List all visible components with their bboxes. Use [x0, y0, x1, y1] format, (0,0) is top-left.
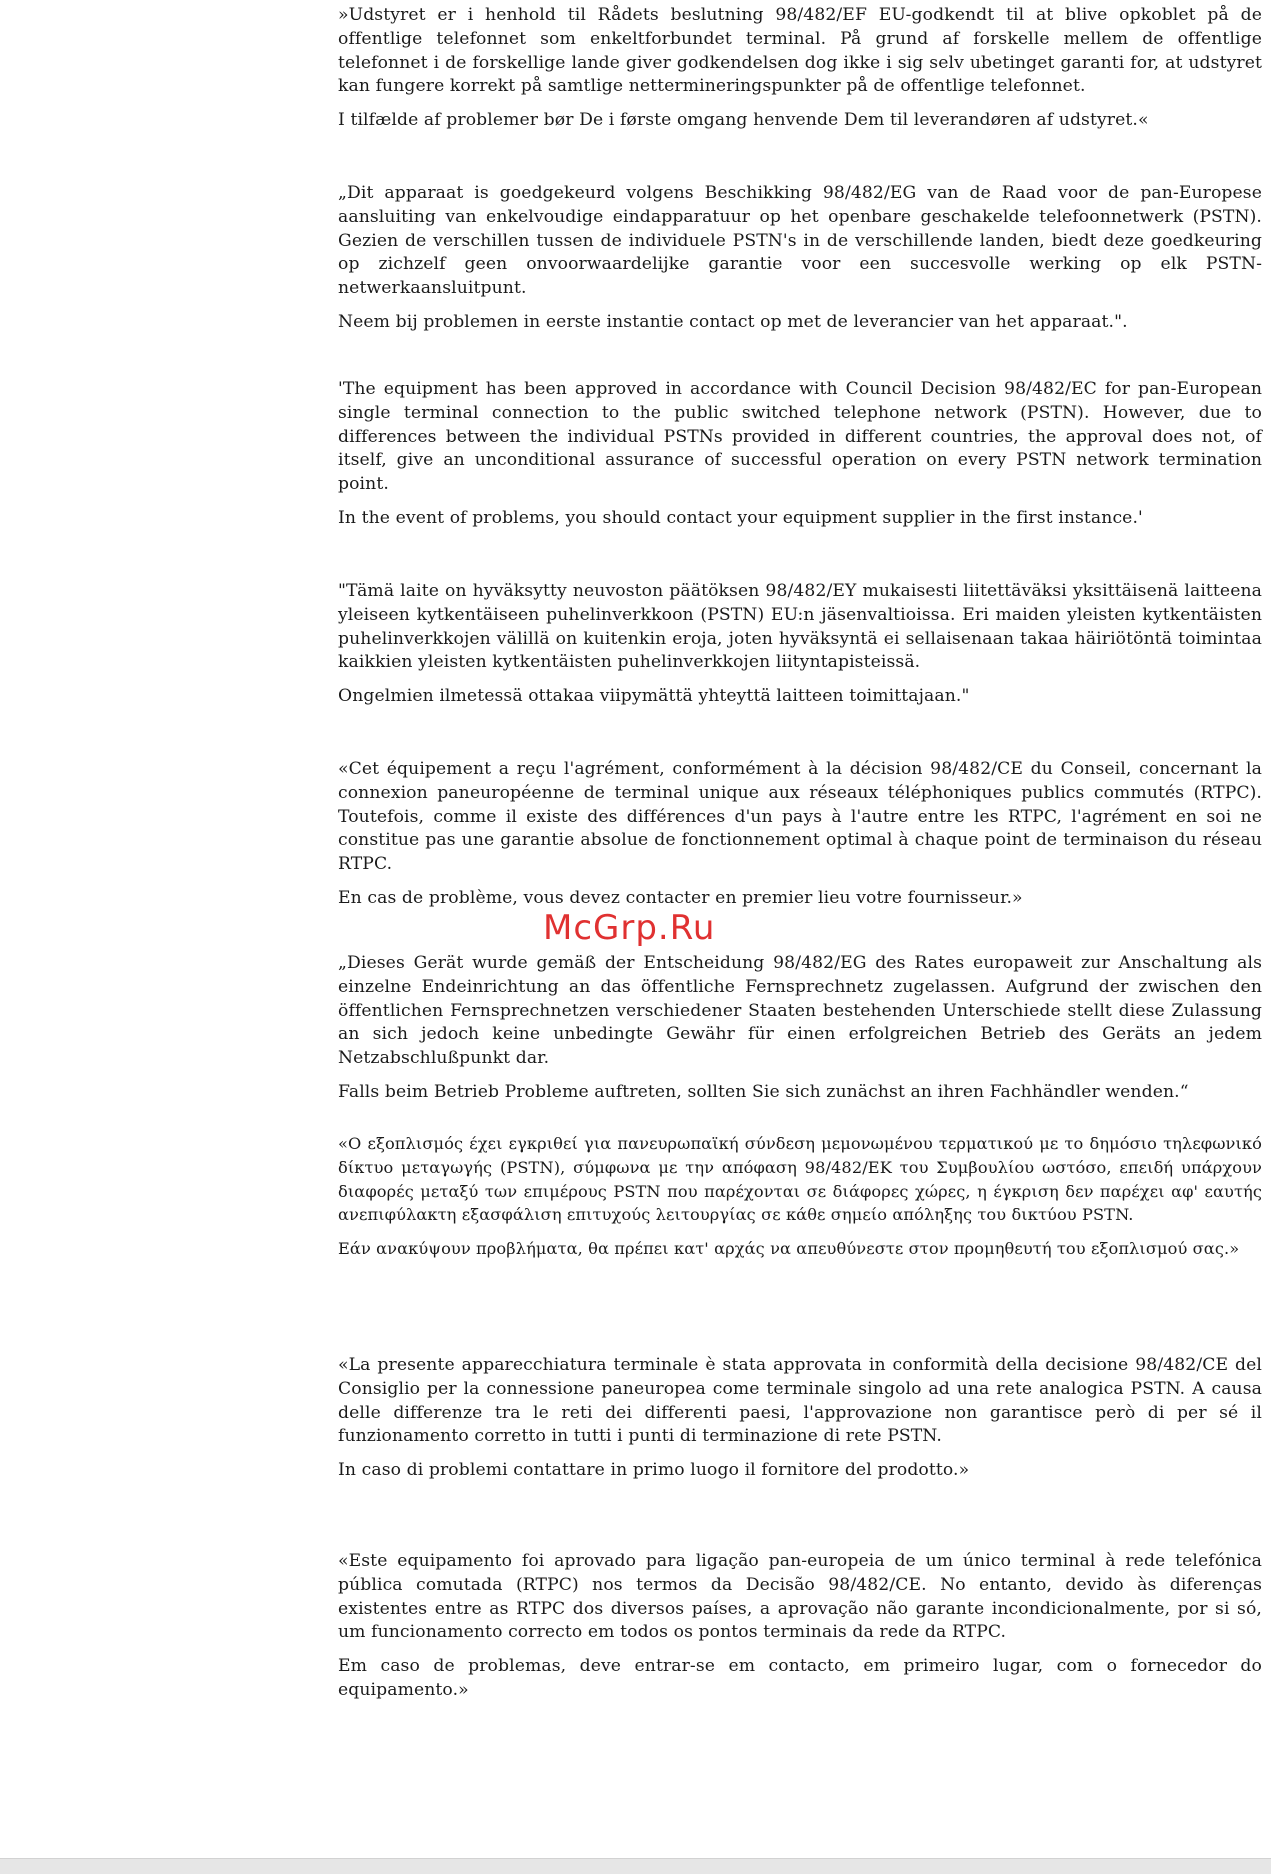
notice-contact-paragraph: Ongelmien ilmetessä ottakaa viipymättä yhteyttä laitteen toimittajaan." — [338, 686, 970, 707]
viewer-bottom-bar — [0, 1858, 1271, 1874]
notice-french — [338, 758, 1262, 921]
watermark-text: McGrp.Ru — [543, 908, 716, 948]
notice-contact-paragraph: Εάν ανακύψουν προβλήματα, θα πρέπει κατ' αρχάς να απευθύνεστε στον προμηθευτή του εξοπλισμού σας.» — [338, 1239, 1240, 1259]
notice-paragraph: „Dit apparaat is goedgekeurd volgens Beschikking 98/482/EG van de Raad voor de pan-Europese aansluiting van enkelvoudige eindapparatuur op het openbare geschakelde telefoonnetwerk (PSTN). Gezien de verschillen tussen de individuele PSTN's in de verschillende landen, biedt deze goedkeuring op zichzelf geen onvoorwaardelijke garantie voor een succesvolle werking op elk PSTN-netwerkaansluitpunt. — [338, 183, 1262, 299]
notice-greek — [338, 1132, 1262, 1271]
notice-contact-paragraph: Falls beim Betrieb Probleme auftreten, sollten Sie sich zunächst an ihren Fachhändler wenden.“ — [338, 1081, 1189, 1102]
notice-paragraph: 'The equipment has been approved in accordance with Council Decision 98/482/EC for pan-European single terminal connection to the public switched telephone network (PSTN). However, due to differences between the individual PSTNs provided in different countries, the approval does not, of itself, give an unconditional assurance of successful operation on every PSTN network termination point. — [338, 379, 1262, 495]
notice-paragraph: «Ο εξοπλισμός έχει εγκριθεί για πανευρωπαϊκή σύνδεση μεμονωμένου τερματικού με το δημόσιο τηλεφωνικό δίκτυο μεταγωγής (PSTN), σύμφωνα με την απόφαση 98/482/ΕΚ του Συμβουλίου ωστόσο, επειδή υπάρχουν διαφορές μεταξύ των επιμέρους PSTN που παρέχονται σε διάφορες χώρες, η έγκριση δεν παρέχει αφ' εαυτής ανεπιφύλακτη εξασφάλιση επιτυχούς λειτουργίας σε κάθε σημείο απόληξης του δικτύου PSTN. — [338, 1134, 1262, 1225]
notice-italian — [338, 1354, 1262, 1493]
notice-paragraph: "Tämä laite on hyväksytty neuvoston päätöksen 98/482/EY mukaisesti liitettäväksi yksittäisenä laitteena yleiseen kytkentäiseen puhelinverkkoon (PSTN) EU:n jäsenvaltioissa. Eri maiden yleisten kytkentäisten puhelinverkkojen välillä on kuitenkin eroja, joten hyväksyntä ei sellaisenaan takaa häiriötöntä toimintaa kaikkien yleisten kytkentäisten puhelinverkkojen liityntapisteissä. — [338, 581, 1262, 673]
notice-english — [338, 378, 1262, 541]
notice-contact-paragraph: Neem bij problemen in eerste instantie contact op met de leverancier van het apparaat.". — [338, 311, 1128, 332]
notice-dutch — [338, 182, 1262, 345]
notice-paragraph: «Cet équipement a reçu l'agrément, conformément à la décision 98/482/CE du Conseil, concernant la connexion paneuropéenne de terminal unique aux réseaux téléphoniques publics commutés (RTPC). Toutefois, comme il existe des différences d'un pays à l'autre entre les RTPC, l'agrément en soi ne constitue pas une garantie absolue de fonctionnement optimal à chaque point de terminaison du réseau RTPC. — [338, 759, 1262, 875]
notice-danish — [338, 4, 1262, 143]
notice-paragraph: «La presente apparecchiatura terminale è stata approvata in conformità della decisione 98/482/CE del Consiglio per la connessione paneuropea come terminale singolo ad una rete analogica PSTN. A causa delle differenze tra le reti dei differenti paesi, l'approvazione non garantisce però di per sé il funzionamento corretto in tutti i punti di terminazione di rete PSTN. — [338, 1355, 1262, 1447]
notice-contact-paragraph: In the event of problems, you should contact your equipment supplier in the first instance.' — [338, 507, 1143, 528]
notice-contact-paragraph: Em caso de problemas, deve entrar-se em contacto, em primeiro lugar, com o fornecedor do equipamento.» — [338, 1656, 1262, 1700]
notice-contact-paragraph: En cas de problème, vous devez contacter en premier lieu votre fournisseur.» — [338, 887, 1023, 908]
notice-paragraph: „Dieses Gerät wurde gemäß der Entscheidung 98/482/EG des Rates europaweit zur Anschaltung als einzelne Endeinrichtung an das öffentliche Fernsprechnetz zugelassen. Aufgrund der zwischen den öffentlichen Fernsprechnetzen verschiedener Staaten bestehenden Unterschiede stellt diese Zulassung an sich jedoch keine unbedingte Gewähr für einen erfolgreichen Betrieb des Geräts an jedem Netzabschlußpunkt dar. — [338, 953, 1262, 1069]
notice-portuguese — [338, 1550, 1262, 1713]
notice-paragraph: «Este equipamento foi aprovado para ligação pan-europeia de um único terminal à rede telefónica pública comutada (RTPC) nos termos da Decisão 98/482/CE. No entanto, devido às diferenças existentes entre as RTPC dos diversos países, a aprovação não garante incondicionalmente, por si só, um funcionamento correcto em todos os pontos terminais da rede da RTPC. — [338, 1551, 1262, 1643]
notice-contact-paragraph: I tilfælde af problemer bør De i første omgang henvende Dem til leverandøren af udstyret.« — [338, 110, 1149, 131]
notice-contact-paragraph: In caso di problemi contattare in primo luogo il fornitore del prodotto.» — [338, 1460, 970, 1481]
notice-finnish — [338, 580, 1262, 719]
notice-paragraph: »Udstyret er i henhold til Rådets beslutning 98/482/EF EU-godkendt til at blive opkoblet på de offentlige telefonnet som enkeltforbundet terminal. På grund af forskelle mellem de offentlige telefonnet i de forskellige lande giver godkendelsen dog ikke i sig selv ubetinget garanti for, at udstyret kan fungere korrekt på samtlige nettermineringspunkter på de offentlige telefonnet. — [338, 5, 1262, 97]
notice-german — [338, 952, 1262, 1115]
